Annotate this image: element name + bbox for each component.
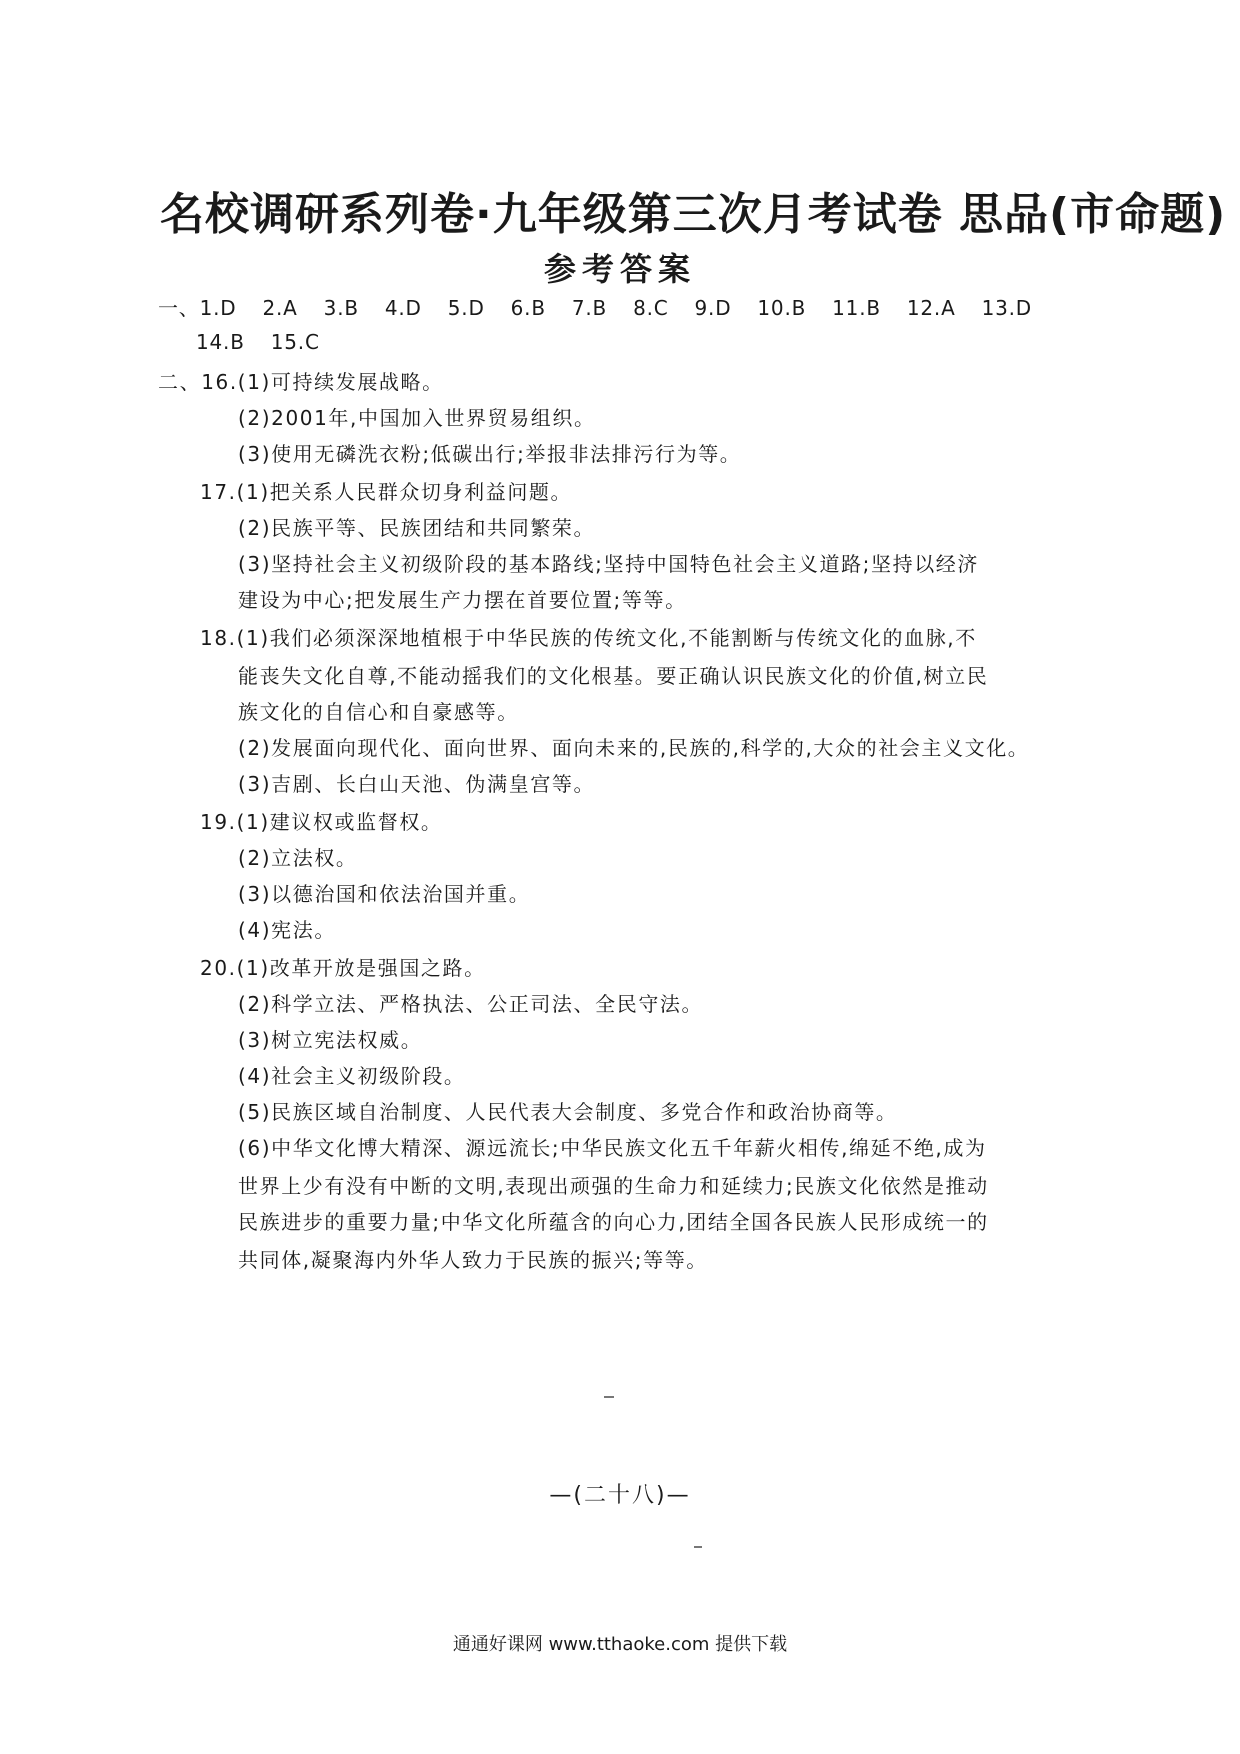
mc-answers-row-1 xyxy=(158,292,1032,321)
scan-speck xyxy=(694,1546,702,1548)
answer-8: 8.C xyxy=(633,296,669,320)
page-title: 名校调研系列卷·九年级第三次月考试卷 思品(市命题) xyxy=(160,189,1227,240)
answer-1: 1.D xyxy=(199,296,237,320)
q16-answer-2: (2)2001年,中国加入世界贸易组织。 xyxy=(238,406,596,430)
answer-3: 3.B xyxy=(323,296,359,320)
q19-answer-4: (4)宪法。 xyxy=(238,918,336,942)
source-note: 通通好课网 www.tthaoke.com 提供下载 xyxy=(452,1634,788,1655)
q17-answer-3-line-2: 建设为中心;把发展生产力摆在首要位置;等等。 xyxy=(238,588,687,612)
q20-answer-2: (2)科学立法、严格执法、公正司法、全民守法。 xyxy=(238,992,704,1016)
q20-answer-3: (3)树立宪法权威。 xyxy=(238,1028,423,1052)
q18-answer-2: (2)发展面向现代化、面向世界、面向未来的,民族的,科学的,大众的社会主义文化。 xyxy=(238,736,1030,760)
answer-10: 10.B xyxy=(757,296,807,320)
q20-answer-5: (5)民族区域自治制度、人民代表大会制度、多党合作和政治协商等。 xyxy=(238,1100,898,1124)
answer-15: 15.C xyxy=(270,330,320,354)
q18-answer-1-line-1: 18.(1)我们必须深深地植根于中华民族的传统文化,不能割断与传统文化的血脉,不 xyxy=(200,626,977,650)
scan-speck xyxy=(604,1396,614,1398)
page-subtitle: 参考答案 xyxy=(543,250,696,288)
answer-2: 2.A xyxy=(262,296,298,320)
q19-answer-1: 19.(1)建议权或监督权。 xyxy=(200,810,443,834)
section1-prefix: 一、 xyxy=(158,296,200,320)
mc-answers-row-2 xyxy=(196,330,346,354)
q18-answer-1-line-2: 能丧失文化自尊,不能动摇我们的文化根基。要正确认识民族文化的价值,树立民 xyxy=(238,664,989,688)
answer-13: 13.D xyxy=(981,296,1032,320)
q18-answer-1-line-3: 族文化的自信心和自豪感等。 xyxy=(238,700,519,724)
answer-12: 12.A xyxy=(906,296,956,320)
q17-answer-2: (2)民族平等、民族团结和共同繁荣。 xyxy=(238,516,596,540)
q20-answer-6-line-3: 民族进步的重要力量;中华文化所蕴含的向心力,团结全国各民族人民形成统一的 xyxy=(238,1210,989,1234)
answer-11: 11.B xyxy=(832,296,881,320)
q19-answer-2: (2)立法权。 xyxy=(238,846,358,870)
q17-answer-1: 17.(1)把关系人民群众切身利益问题。 xyxy=(200,480,573,504)
answer-5: 5.D xyxy=(447,296,485,320)
page-number: —(二十八)— xyxy=(549,1483,691,1508)
q18-answer-3: (3)吉剧、长白山天池、伪满皇宫等。 xyxy=(238,772,596,796)
answer-6: 6.B xyxy=(510,296,546,320)
q16-answer-1: 二、16.(1)可持续发展战略。 xyxy=(158,370,444,394)
q20-answer-6-line-2: 世界上少有没有中断的文明,表现出顽强的生命力和延续力;民族文化依然是推动 xyxy=(238,1174,989,1198)
q20-answer-4: (4)社会主义初级阶段。 xyxy=(238,1064,466,1088)
q20-answer-6-line-4: 共同体,凝聚海内外华人致力于民族的振兴;等等。 xyxy=(238,1248,708,1272)
answer-9: 9.D xyxy=(694,296,732,320)
answer-7: 7.B xyxy=(571,296,608,320)
q17-answer-3-line-1: (3)坚持社会主义初级阶段的基本路线;坚持中国特色社会主义道路;坚持以经济 xyxy=(238,552,980,576)
q20-answer-6-line-1: (6)中华文化博大精深、源远流长;中华民族文化五千年薪火相传,绵延不绝,成为 xyxy=(238,1136,987,1160)
q16-answer-3: (3)使用无磷洗衣粉;低碳出行;举报非法排污行为等。 xyxy=(238,442,742,466)
q19-answer-3: (3)以德治国和依法治国并重。 xyxy=(238,882,531,906)
answer-14: 14.B xyxy=(196,330,245,354)
answer-4: 4.D xyxy=(384,296,422,320)
q20-answer-1: 20.(1)改革开放是强国之路。 xyxy=(200,956,486,980)
